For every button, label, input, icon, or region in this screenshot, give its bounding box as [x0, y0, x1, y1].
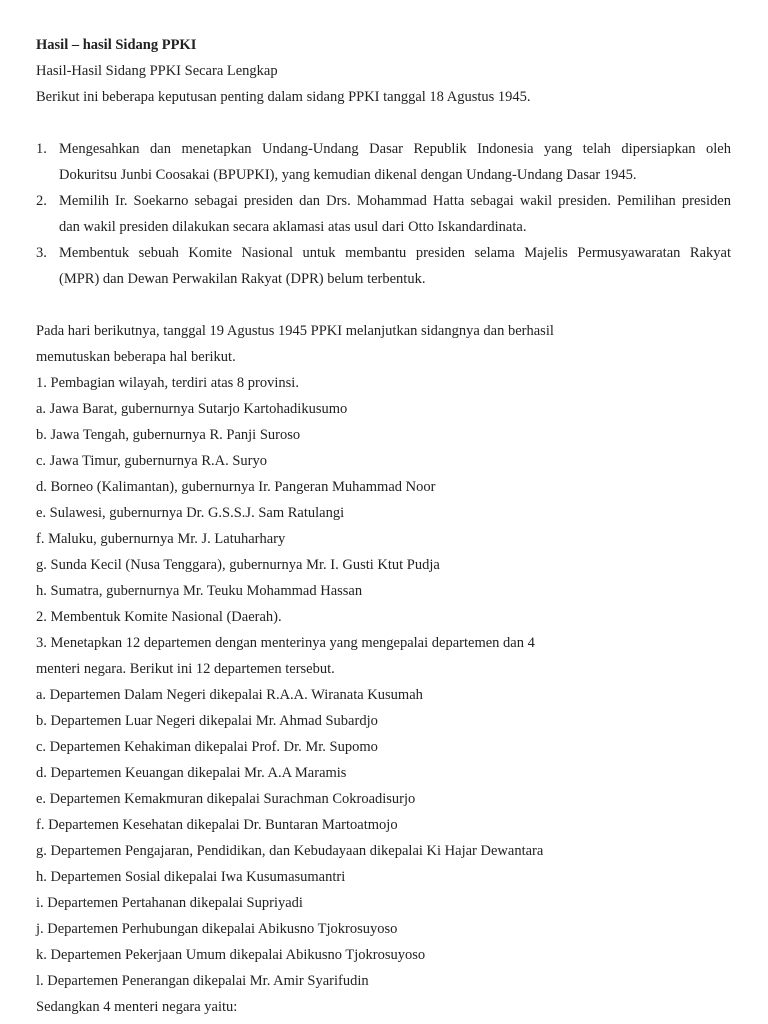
province-item: f. Maluku, gubernurnya Mr. J. Latuharhary: [36, 531, 286, 547]
document-title: Hasil – hasil Sidang PPKI: [36, 37, 197, 53]
list-item: [36, 188, 731, 240]
intro-text: Berikut ini beberapa keputusan penting dalam sidang PPKI tanggal 18 Agustus 1945.: [36, 89, 531, 105]
list-line: Membentuk sebuah Komite Nasional untuk membantu presiden selama Majelis Permusyawaratan Rakyat: [59, 245, 731, 261]
list-number: 1.: [36, 141, 47, 157]
department-item: j. Departemen Perhubungan dikepalai Abikusno Tjokrosuyoso: [36, 921, 398, 937]
spacer: [36, 110, 731, 136]
point-2: 2. Membentuk Komite Nasional (Daerah).: [36, 609, 282, 625]
department-item: b. Departemen Luar Negeri dikepalai Mr. Ahmad Subardjo: [36, 713, 378, 729]
list-number: 2.: [36, 193, 47, 209]
province-item: g. Sunda Kecil (Nusa Tenggara), gubernurnya Mr. I. Gusti Ktut Pudja: [36, 557, 440, 573]
department-item: c. Departemen Kehakiman dikepalai Prof. Dr. Mr. Supomo: [36, 739, 378, 755]
list-line: Memilih Ir. Soekarno sebagai presiden dan Drs. Mohammad Hatta sebagai wakil presiden. Pemilihan presiden: [59, 193, 731, 209]
department-item: k. Departemen Pekerjaan Umum dikepalai Abikusno Tjokrosuyoso: [36, 947, 426, 963]
department-item: a. Departemen Dalam Negeri dikepalai R.A.A. Wiranata Kusumah: [36, 687, 423, 703]
province-item: a. Jawa Barat, gubernurnya Sutarjo Kartohadikusumo: [36, 401, 348, 417]
department-item: g. Departemen Pengajaran, Pendidikan, dan Kebudayaan dikepalai Ki Hajar Dewantara: [36, 843, 544, 859]
department-item: i. Departemen Pertahanan dikepalai Supriyadi: [36, 895, 303, 911]
provinces-list: [36, 396, 731, 604]
province-item: e. Sulawesi, gubernurnya Dr. G.S.S.J. Sam Ratulangi: [36, 505, 345, 521]
department-item: l. Departemen Penerangan dikepalai Mr. Amir Syarifudin: [36, 973, 369, 989]
department-item: f. Departemen Kesehatan dikepalai Dr. Buntaran Martoatmojo: [36, 817, 398, 833]
point-3-line: menteri negara. Berikut ini 12 departemen tersebut.: [36, 661, 335, 677]
subtitle: Hasil-Hasil Sidang PPKI Secara Lengkap: [36, 63, 278, 79]
list-item: [36, 136, 731, 188]
list-item: [36, 240, 731, 292]
list-number: 3.: [36, 245, 47, 261]
province-item: b. Jawa Tengah, gubernurnya R. Panji Suroso: [36, 427, 301, 443]
closing-text: Sedangkan 4 menteri negara yaitu:: [36, 999, 238, 1015]
department-item: e. Departemen Kemakmuran dikepalai Surachman Cokroadisurjo: [36, 791, 416, 807]
paragraph-line: memutuskan beberapa hal berikut.: [36, 349, 236, 365]
point-1: 1. Pembagian wilayah, terdiri atas 8 provinsi.: [36, 375, 299, 391]
paragraph-line: Pada hari berikutnya, tanggal 19 Agustus 1945 PPKI melanjutkan sidangnya dan berhasil: [36, 323, 554, 339]
list-line: (MPR) dan Dewan Perwakilan Rakyat (DPR) belum terbentuk.: [59, 271, 426, 287]
list-line: Dokuritsu Junbi Coosakai (BPUPKI), yang kemudian dikenal dengan Undang-Undang Dasar 1945.: [59, 167, 637, 183]
list-line: Mengesahkan dan menetapkan Undang-Undang Dasar Republik Indonesia yang telah dipersiapkan oleh: [59, 141, 731, 157]
spacer: [36, 292, 731, 318]
department-item: h. Departemen Sosial dikepalai Iwa Kusumasumantri: [36, 869, 346, 885]
province-item: c. Jawa Timur, gubernurnya R.A. Suryo: [36, 453, 268, 469]
decisions-18-list: [36, 136, 731, 292]
department-item: d. Departemen Keuangan dikepalai Mr. A.A Maramis: [36, 765, 347, 781]
list-line: dan wakil presiden dilakukan secara aklamasi atas usul dari Otto Iskandardinata.: [59, 219, 527, 235]
province-item: d. Borneo (Kalimantan), gubernurnya Ir. Pangeran Muhammad Noor: [36, 479, 436, 495]
departments-list: [36, 682, 731, 994]
point-3-line: 3. Menetapkan 12 departemen dengan menterinya yang mengepalai departemen dan 4: [36, 635, 535, 651]
document-page: [36, 32, 731, 1020]
province-item: h. Sumatra, gubernurnya Mr. Teuku Mohammad Hassan: [36, 583, 363, 599]
